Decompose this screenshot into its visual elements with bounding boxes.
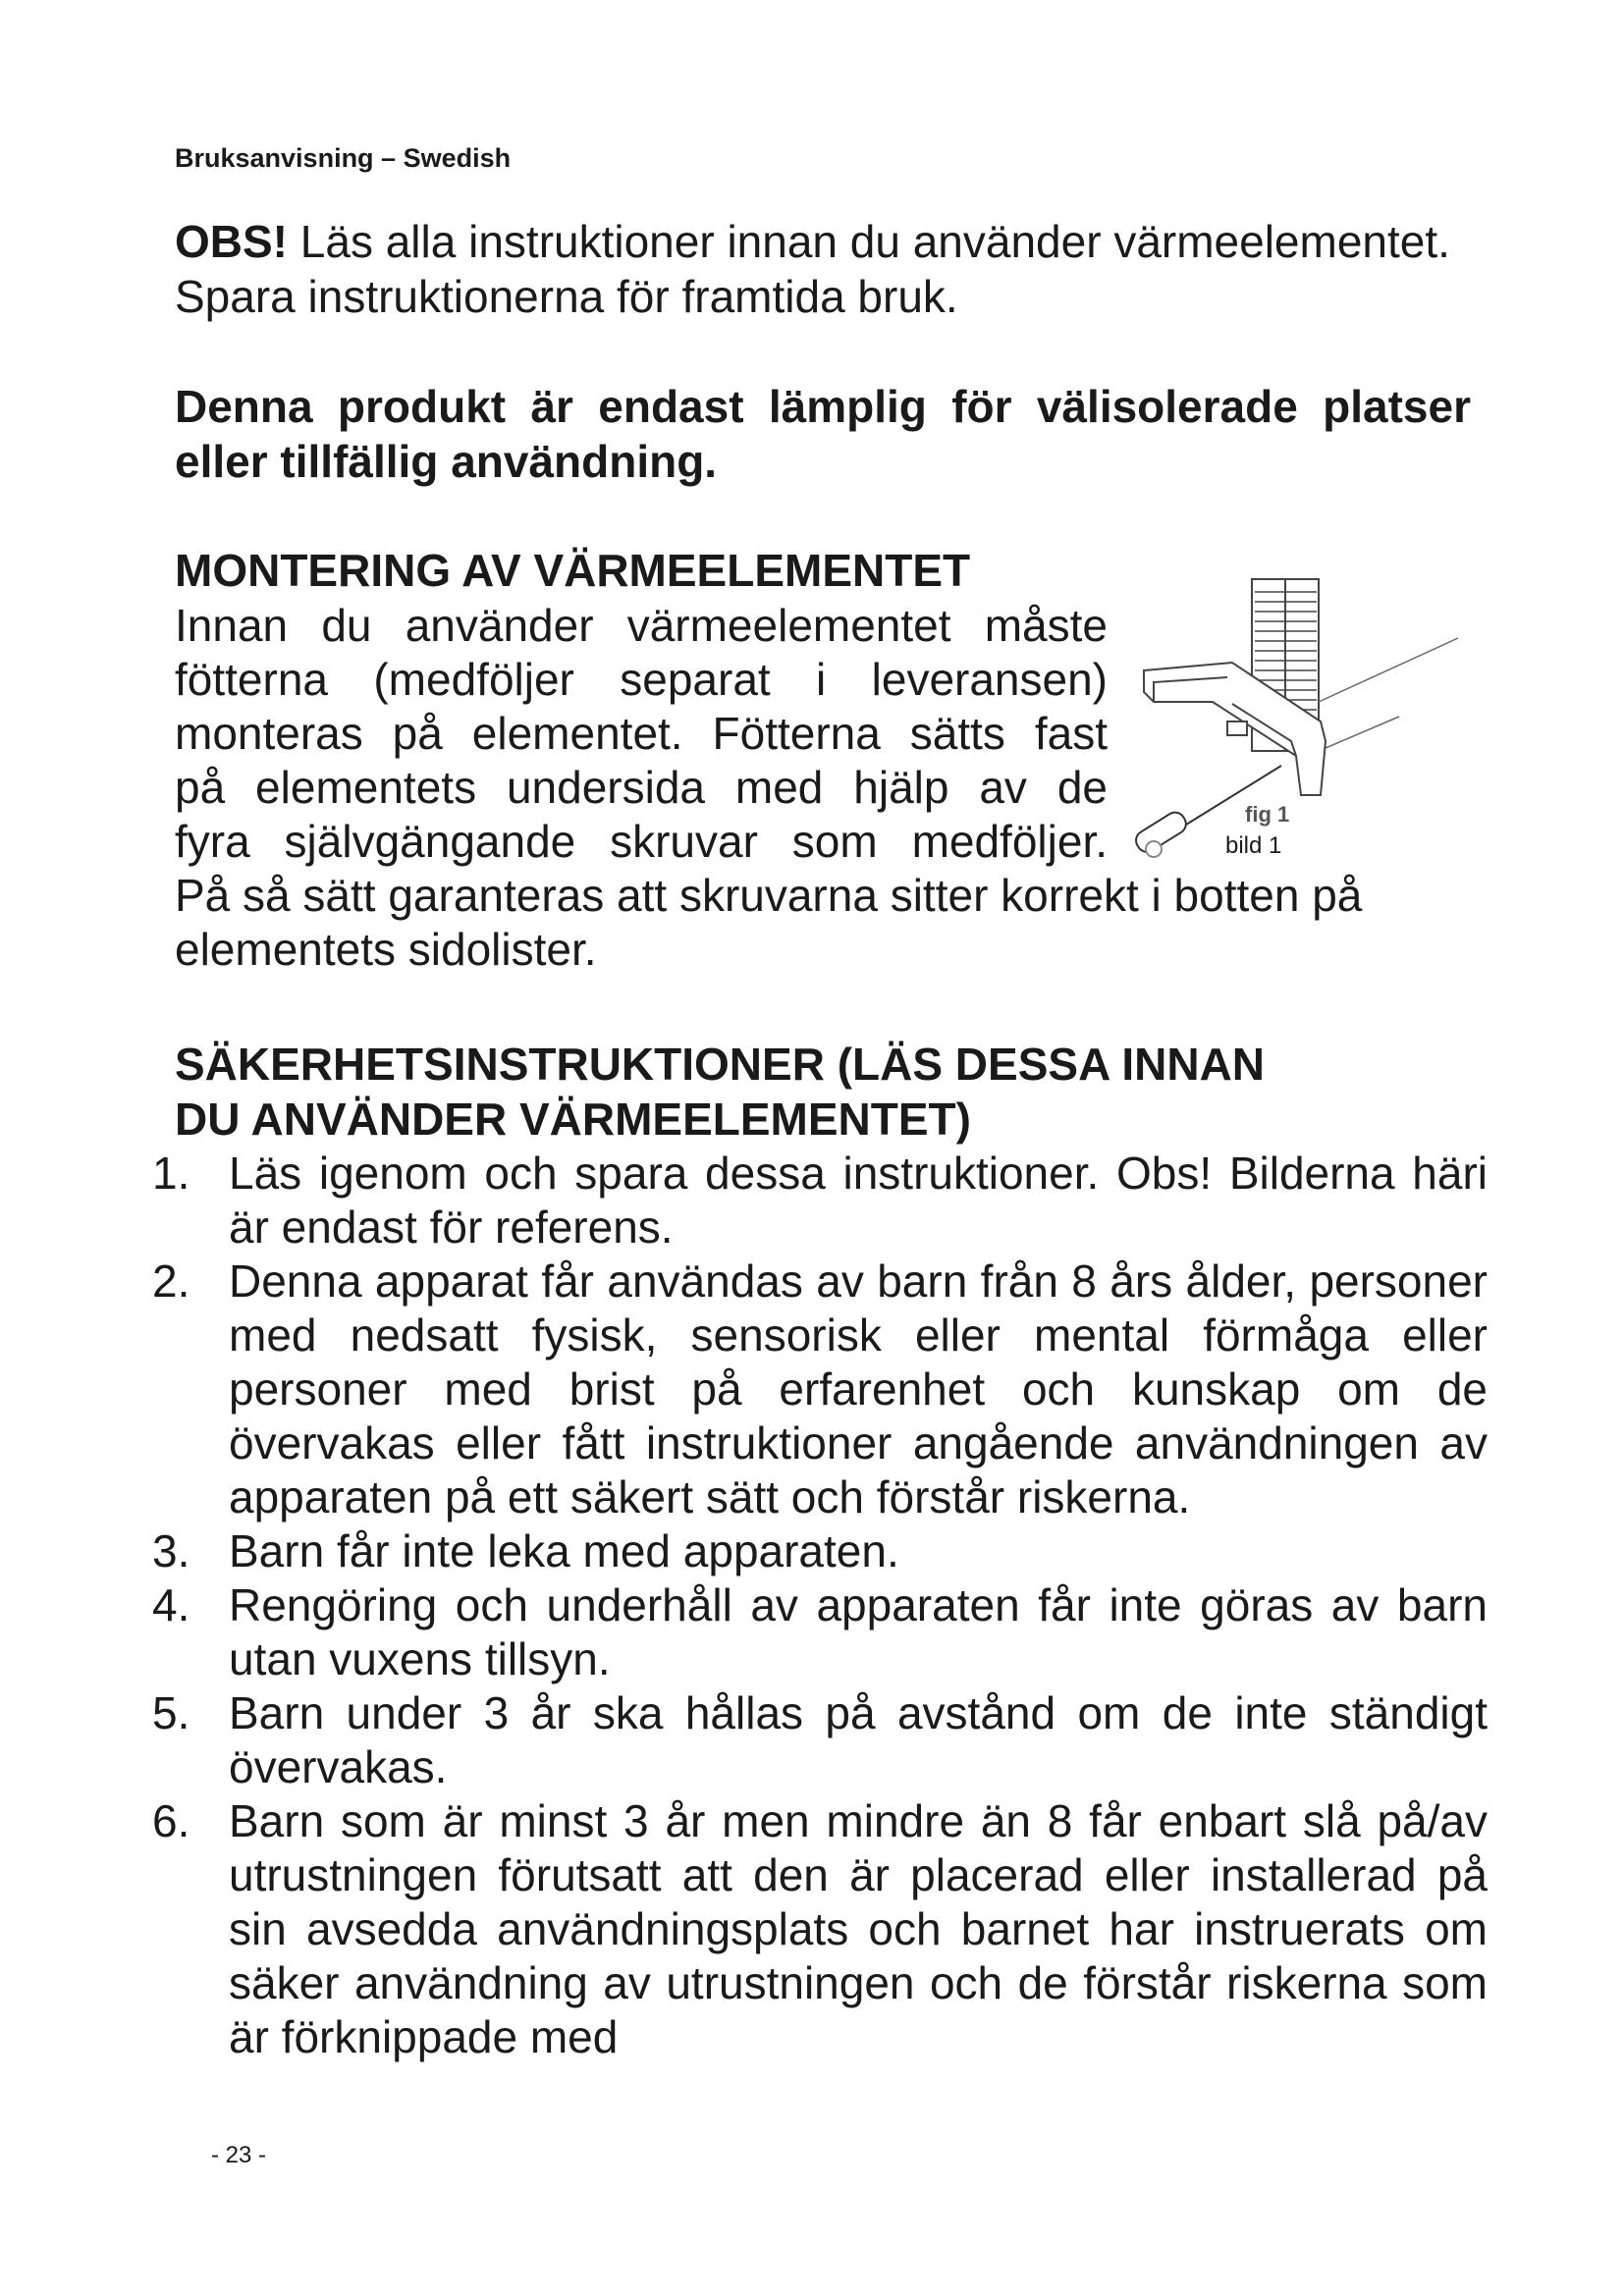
obs-text: Läs alla instruktioner innan du använder värmeelementet. Spara instruktionerna för framtida bruk. <box>175 216 1450 322</box>
list-item-number: 1. <box>152 1148 190 1199</box>
montering-paragraph-continued: På så sätt garanteras att skruvarna sitter korrekt i botten på elementets sidolister. <box>175 870 1363 975</box>
page-header: Bruksanvisning – Swedish <box>175 143 512 173</box>
figure-label: fig 1 <box>1245 802 1290 827</box>
list-item-number: 4. <box>152 1579 190 1630</box>
list-item <box>152 1255 1488 1524</box>
list-item <box>152 1524 1488 1578</box>
obs-label: OBS! <box>175 216 288 267</box>
list-item-number: 5. <box>152 1687 190 1738</box>
montering-line: fyra självgängande skruvar som medföljer. <box>175 816 1108 867</box>
list-item <box>152 1794 1488 2064</box>
list-item-number: 6. <box>152 1795 190 1846</box>
montering-line: Innan du använder värmeelementet måste <box>175 600 1108 651</box>
list-item-number: 3. <box>152 1525 190 1576</box>
safety-list <box>152 1147 1488 2064</box>
obs-paragraph <box>175 214 1471 324</box>
list-item-text: Läs igenom och spara dessa instruktioner. Obs! Bilderna häri är endast för referens. <box>229 1148 1488 1253</box>
safety-heading: SÄKERHETSINSTRUKTIONER (LÄS DESSA INNAN DU ANVÄNDER VÄRMEELEMENTET) <box>175 1039 1266 1145</box>
list-item-text: Rengöring och underhåll av apparaten får inte göras av barn utan vuxens tillsyn. <box>229 1579 1488 1684</box>
heater-fins-drawing <box>1144 579 1458 795</box>
page-number: - 23 - <box>211 2142 267 2168</box>
list-item <box>152 1147 1488 1255</box>
montering-line: fötterna (medföljer separat i leveransen) <box>175 654 1108 705</box>
list-item-text: Barn under 3 år ska hållas på avstånd om de inte ständigt övervakas. <box>229 1687 1488 1792</box>
list-item-text: Denna apparat får användas av barn från 8 års ålder, personer med nedsatt fysisk, sensorisk eller mental förmåga eller personer med brist på erfarenhet och kunskap om de övervakas eller fått instruktioner angående användningen av apparaten på ett säkert sätt och förstår riskerna. <box>229 1255 1488 1522</box>
list-item <box>152 1686 1488 1794</box>
list-item-text: Barn som är minst 3 år men mindre än 8 får enbart slå på/av utrustningen förutsatt att den är placerad eller installerad på sin avsedda användningsplats och barnet har instruerats om säker användning av utrustningen och de förstår riskerna som är förknippade med <box>229 1795 1488 2062</box>
list-item <box>152 1578 1488 1686</box>
montering-paragraph <box>175 599 1108 869</box>
list-item-text: Barn får inte leka med apparaten. <box>229 1525 899 1576</box>
montering-line: monteras på elementet. Fötterna sätts fast <box>175 708 1108 759</box>
montering-line: på elementets undersida med hjälp av de <box>175 762 1108 813</box>
montering-heading: MONTERING AV VÄRMEELEMENTET <box>175 545 971 596</box>
heater-foot-illustration <box>1114 555 1468 874</box>
list-item-number: 2. <box>152 1255 190 1307</box>
figure-caption: bild 1 <box>1225 832 1282 859</box>
suitability-notice: Denna produkt är endast lämplig för välisolerade platser eller tillfällig användning. <box>175 381 1471 487</box>
